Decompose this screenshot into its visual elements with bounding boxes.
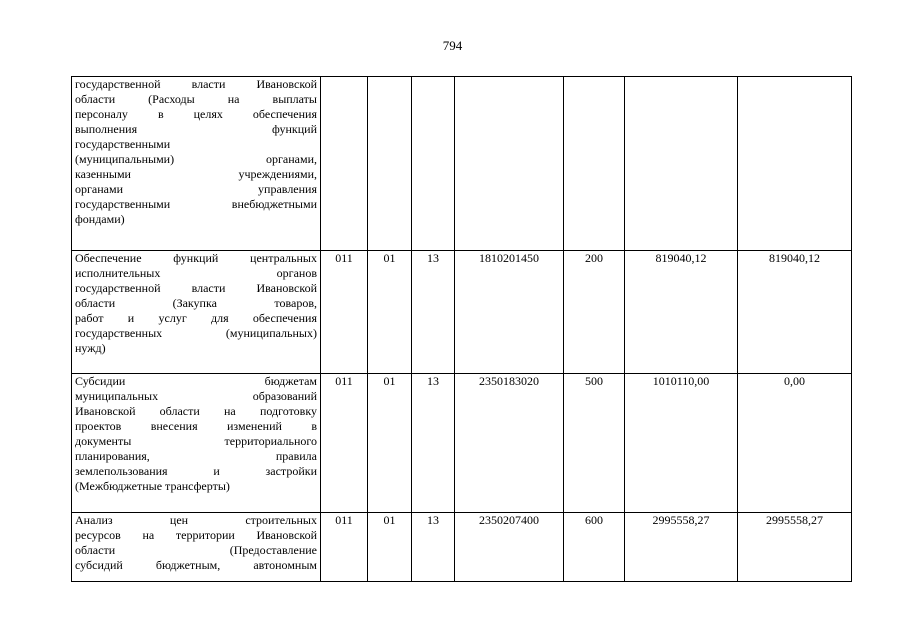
amount-1-cell: 1010110,00 <box>625 374 738 513</box>
description-line: муниципальных образований <box>75 389 317 403</box>
description-line: работ и услуг для обеспечения <box>75 311 317 325</box>
description-line: области (Закупка товаров, <box>75 296 317 310</box>
description-line: Субсидии бюджетам <box>75 374 317 388</box>
ministry-cell: 011 <box>321 513 368 582</box>
description-line: субсидий бюджетным, автономным <box>75 558 317 572</box>
table-row <box>72 374 852 513</box>
table-row <box>72 77 852 251</box>
description-line: Ивановской области на подготовку <box>75 404 317 418</box>
description-cell <box>72 513 321 582</box>
section-cell: 01 <box>368 251 412 374</box>
description-line: проектов внесения изменений в <box>75 419 317 433</box>
description-line: государственными <box>75 137 171 151</box>
page-number: 794 <box>442 38 463 53</box>
description-cell <box>72 251 321 374</box>
table-body <box>72 77 852 582</box>
description-line: нужд) <box>75 341 106 355</box>
description-line: казенными учреждениями, <box>75 167 317 181</box>
description-line: государственной власти Ивановской <box>75 281 317 295</box>
subsection-cell: 13 <box>412 513 455 582</box>
description-line: Анализ цен строительных <box>75 513 317 527</box>
subsection-cell: 13 <box>412 251 455 374</box>
section-cell: 01 <box>368 374 412 513</box>
amount-1-cell: 2995558,27 <box>625 513 738 582</box>
target-article-cell: 2350207400 <box>455 513 564 582</box>
amount-2-cell: 2995558,27 <box>738 513 852 582</box>
description-line: фондами) <box>75 212 125 226</box>
description-line: землепользования и застройки <box>75 464 317 478</box>
description-line: планирования, правила <box>75 449 317 463</box>
description-line: (Межбюджетные трансферты) <box>75 479 230 493</box>
expense-type-cell <box>564 77 625 251</box>
amount-2-cell: 819040,12 <box>738 251 852 374</box>
description-line: области (Расходы на выплаты <box>75 92 317 106</box>
description-cell <box>72 374 321 513</box>
amount-1-cell <box>625 77 738 251</box>
target-article-cell <box>455 77 564 251</box>
subsection-cell: 13 <box>412 374 455 513</box>
description-line: органами управления <box>75 182 317 196</box>
expense-type-cell: 500 <box>564 374 625 513</box>
description-line: документы территориального <box>75 434 317 448</box>
description-line: государственной власти Ивановской <box>75 77 317 91</box>
budget-table <box>71 76 852 582</box>
section-cell: 01 <box>368 513 412 582</box>
description-cell <box>72 77 321 251</box>
table-row <box>72 251 852 374</box>
description-line: персоналу в целях обеспечения <box>75 107 317 121</box>
subsection-cell <box>412 77 455 251</box>
ministry-cell: 011 <box>321 374 368 513</box>
target-article-cell: 2350183020 <box>455 374 564 513</box>
description-line: государственных (муниципальных) <box>75 326 317 340</box>
table-row <box>72 513 852 582</box>
description-line: государственными внебюджетными <box>75 197 317 211</box>
description-line: исполнительных органов <box>75 266 317 280</box>
ministry-cell <box>321 77 368 251</box>
expense-type-cell: 600 <box>564 513 625 582</box>
target-article-cell: 1810201450 <box>455 251 564 374</box>
description-line: области (Предоставление <box>75 543 317 557</box>
amount-1-cell: 819040,12 <box>625 251 738 374</box>
description-line: (муниципальными) органами, <box>75 152 317 166</box>
ministry-cell: 011 <box>321 251 368 374</box>
amount-2-cell: 0,00 <box>738 374 852 513</box>
description-line: выполнения функций <box>75 122 317 136</box>
expense-type-cell: 200 <box>564 251 625 374</box>
amount-2-cell <box>738 77 852 251</box>
description-line: ресурсов на территории Ивановской <box>75 528 317 542</box>
section-cell <box>368 77 412 251</box>
description-line: Обеспечение функций центральных <box>75 251 317 265</box>
